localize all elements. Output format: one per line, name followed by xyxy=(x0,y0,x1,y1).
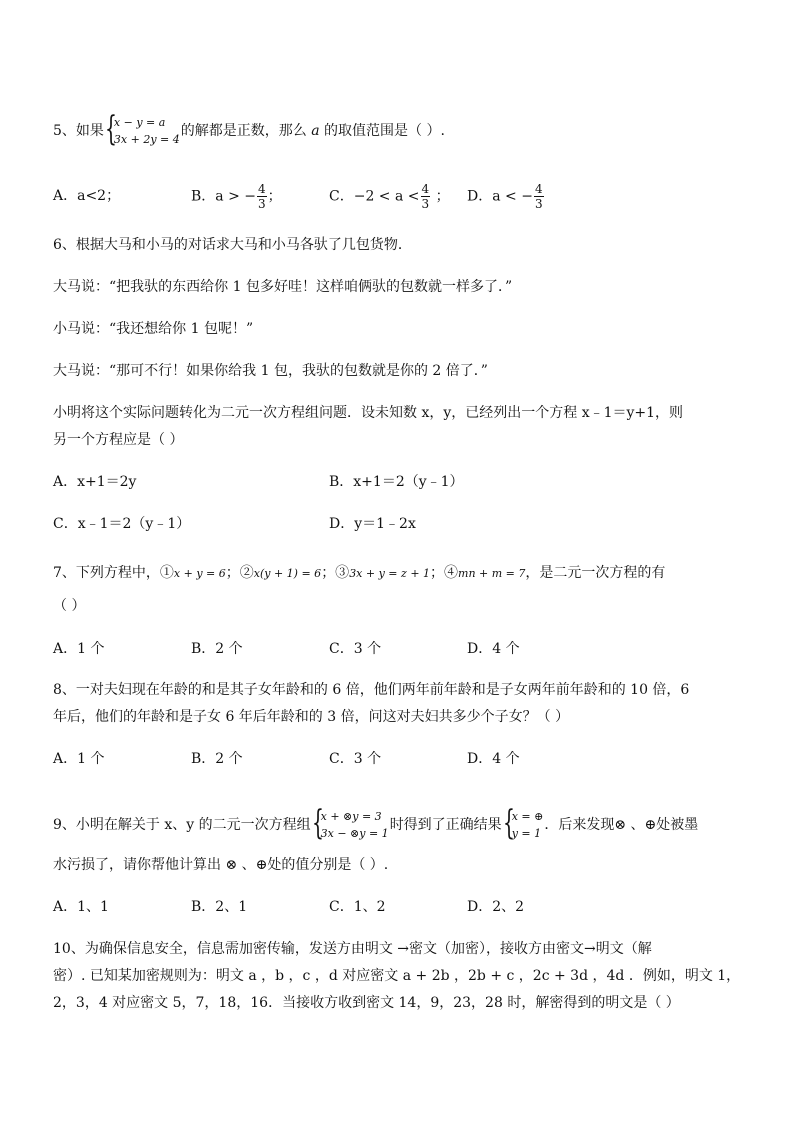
q6-option-a[interactable]: A．x+1＝2y xyxy=(53,474,137,490)
q7-option-d[interactable]: D．4 个 xyxy=(467,641,520,657)
q5-option-b-num: 4 xyxy=(258,182,266,196)
q6-dialog-line2: 小马说：“我还想给你 1 包呢！” xyxy=(53,321,254,337)
q6-dialog-line1: 大马说：“把我驮的东西给你 1 包多好哇！这样咱俩驮的包数就一样多了．” xyxy=(53,279,513,295)
q9-option-c[interactable]: C．1、2 xyxy=(329,899,386,915)
q7-equation-1: x + y = 6 xyxy=(173,567,226,580)
q5-option-d-den: 3 xyxy=(534,197,543,211)
q6-stem: 6、根据大马和小马的对话求大马和小马各驮了几包货物． xyxy=(53,237,412,253)
q9-option-b[interactable]: B．2、1 xyxy=(191,899,248,915)
q7-sep1: ；② xyxy=(225,565,254,581)
q7-equation-3: 3x + y = z + 1 xyxy=(349,567,431,580)
q5-stem xyxy=(53,109,445,149)
q9-sol-row2: y = 1 xyxy=(511,827,542,840)
q7-option-c[interactable]: C．3 个 xyxy=(329,641,382,657)
q9-brace-icon: { xyxy=(311,803,324,843)
q5-option-d-fraction xyxy=(534,182,544,211)
q5-option-c-num: 4 xyxy=(421,182,430,196)
q9-stem xyxy=(53,803,699,843)
q8-option-d[interactable]: D．4 个 xyxy=(467,751,520,767)
q8-option-a[interactable]: A．1 个 xyxy=(53,751,105,767)
q5-option-d[interactable] xyxy=(467,182,545,211)
q5-option-b[interactable] xyxy=(191,182,282,211)
q5-eq-row1: x − y = a xyxy=(113,116,166,129)
q6-dialog-line3: 大马说：“那可不行！如果你给我 1 包，我驮的包数就是你的 2 倍了．” xyxy=(53,363,488,379)
q5-option-c-fraction xyxy=(421,182,431,211)
q9-option-a[interactable]: A．1、1 xyxy=(53,899,109,915)
q9-option-d[interactable]: D．2、2 xyxy=(467,899,525,915)
q5-option-c-pre: C．−2 < a < xyxy=(329,188,420,205)
q7-equation-2: x(y + 1) = 6 xyxy=(253,567,322,580)
q9-equation-system xyxy=(311,803,389,843)
q6-text-line5: 另一个方程应是（ ） xyxy=(53,432,184,448)
q9-text-line2: 水污损了，请你帮他计算出 ⊗ 、⊕处的值分别是（ ）. xyxy=(53,857,389,873)
q5-brace-icon: { xyxy=(104,109,117,149)
q5-eq-row2: 3x + 2y = 4 xyxy=(113,133,180,146)
q5-option-b-fraction xyxy=(257,182,267,211)
q5-option-d-pre: D．a < − xyxy=(467,188,533,205)
q6-option-d[interactable]: D．y＝1﹣2x xyxy=(329,516,416,532)
q7-option-b[interactable]: B．2 个 xyxy=(191,641,243,657)
q9-eq-row2: 3x − ⊗y = 1 xyxy=(320,827,389,840)
q9-eq-row1: x + ⊗y = 3 xyxy=(320,810,382,823)
q5-option-b-pre: B．a > − xyxy=(191,188,256,205)
q8-text-line1: 8、一对夫妇现在年龄的和是其子女年龄和的 6 倍，他们两年前年龄和是子女两年前年龄和的 10 倍，6 xyxy=(53,682,690,698)
q7-stem xyxy=(53,563,665,584)
q6-text-line4: 小明将这个实际问题转化为二元一次方程组问题．设未知数 x，y，已经列出一个方程 x﹣1＝y+1，则 xyxy=(53,405,684,421)
q10-text-line1: 10、为确保信息安全，信息需加密传输，发送方由明文 →密文（加密），接收方由密文→明文（解 xyxy=(53,941,652,957)
q5-variable: a xyxy=(311,123,320,139)
q6-option-c[interactable]: C．x﹣1＝2（y﹣1） xyxy=(53,516,191,532)
q7-sep2: ；③ xyxy=(321,565,350,581)
q7-option-a[interactable]: A．1 个 xyxy=(53,641,105,657)
q10-text-line3: 2，3，4 对应密文 5，7，18，16．当接收方收到密文 14，9，23，28 时，解密得到的明文是（ ） xyxy=(53,995,680,1011)
q8-option-c[interactable]: C．3 个 xyxy=(329,751,382,767)
q10-text-line2: 密）. 已知某加密规则为：明文 a ，b ，c ，d 对应密文 a + 2b ，2b + c ，2c + 3d ，4d ．例如，明文 1， xyxy=(53,968,741,984)
q5-option-c-post: ； xyxy=(435,188,450,205)
q5-suffix2: 的取值范围是（ ）. xyxy=(324,123,445,139)
q9-prefix: 9、小明在解关于 x、y 的二元一次方程组 xyxy=(53,817,311,833)
q5-option-c-den: 3 xyxy=(421,197,430,211)
q5-option-b-den: 3 xyxy=(258,197,266,211)
q8-text-line2: 年后，他们的年龄和是子女 6 年后年龄和的 3 倍，问这对夫妇共多少个子女？（ ） xyxy=(53,709,570,725)
q5-option-b-post: ； xyxy=(267,188,282,205)
q7-stem-a: 7、下列方程中，① xyxy=(53,565,174,581)
q5-prefix: 5、如果 xyxy=(53,123,104,139)
q9-sol-row1: x = ⊕ xyxy=(511,810,544,823)
q5-equation-system xyxy=(104,109,180,149)
q5-suffix: 的解都是正数，那么 xyxy=(180,123,307,139)
q5-option-a-text: A．a<2； xyxy=(53,188,121,204)
q6-option-b[interactable]: B．x+1＝2（y﹣1） xyxy=(329,474,464,490)
q7-stem-b: ，是二元一次方程的有 xyxy=(525,565,666,581)
q7-equation-4: mn + m = 7 xyxy=(458,567,526,580)
q5-option-d-num: 4 xyxy=(534,182,543,196)
q9-solution-brace-icon: { xyxy=(502,803,515,843)
q5-option-a[interactable] xyxy=(53,186,120,206)
q9-solution-system xyxy=(502,803,544,843)
q7-sep3: ；④ xyxy=(430,565,459,581)
q5-option-c[interactable] xyxy=(329,182,450,211)
q9-mid: 时得到了正确结果 xyxy=(389,817,502,833)
q7-answer-paren: （ ） xyxy=(53,598,86,614)
q8-option-b[interactable]: B．2 个 xyxy=(191,751,243,767)
q9-suffix: ．后来发现⊗ 、⊕处被墨 xyxy=(544,817,699,833)
